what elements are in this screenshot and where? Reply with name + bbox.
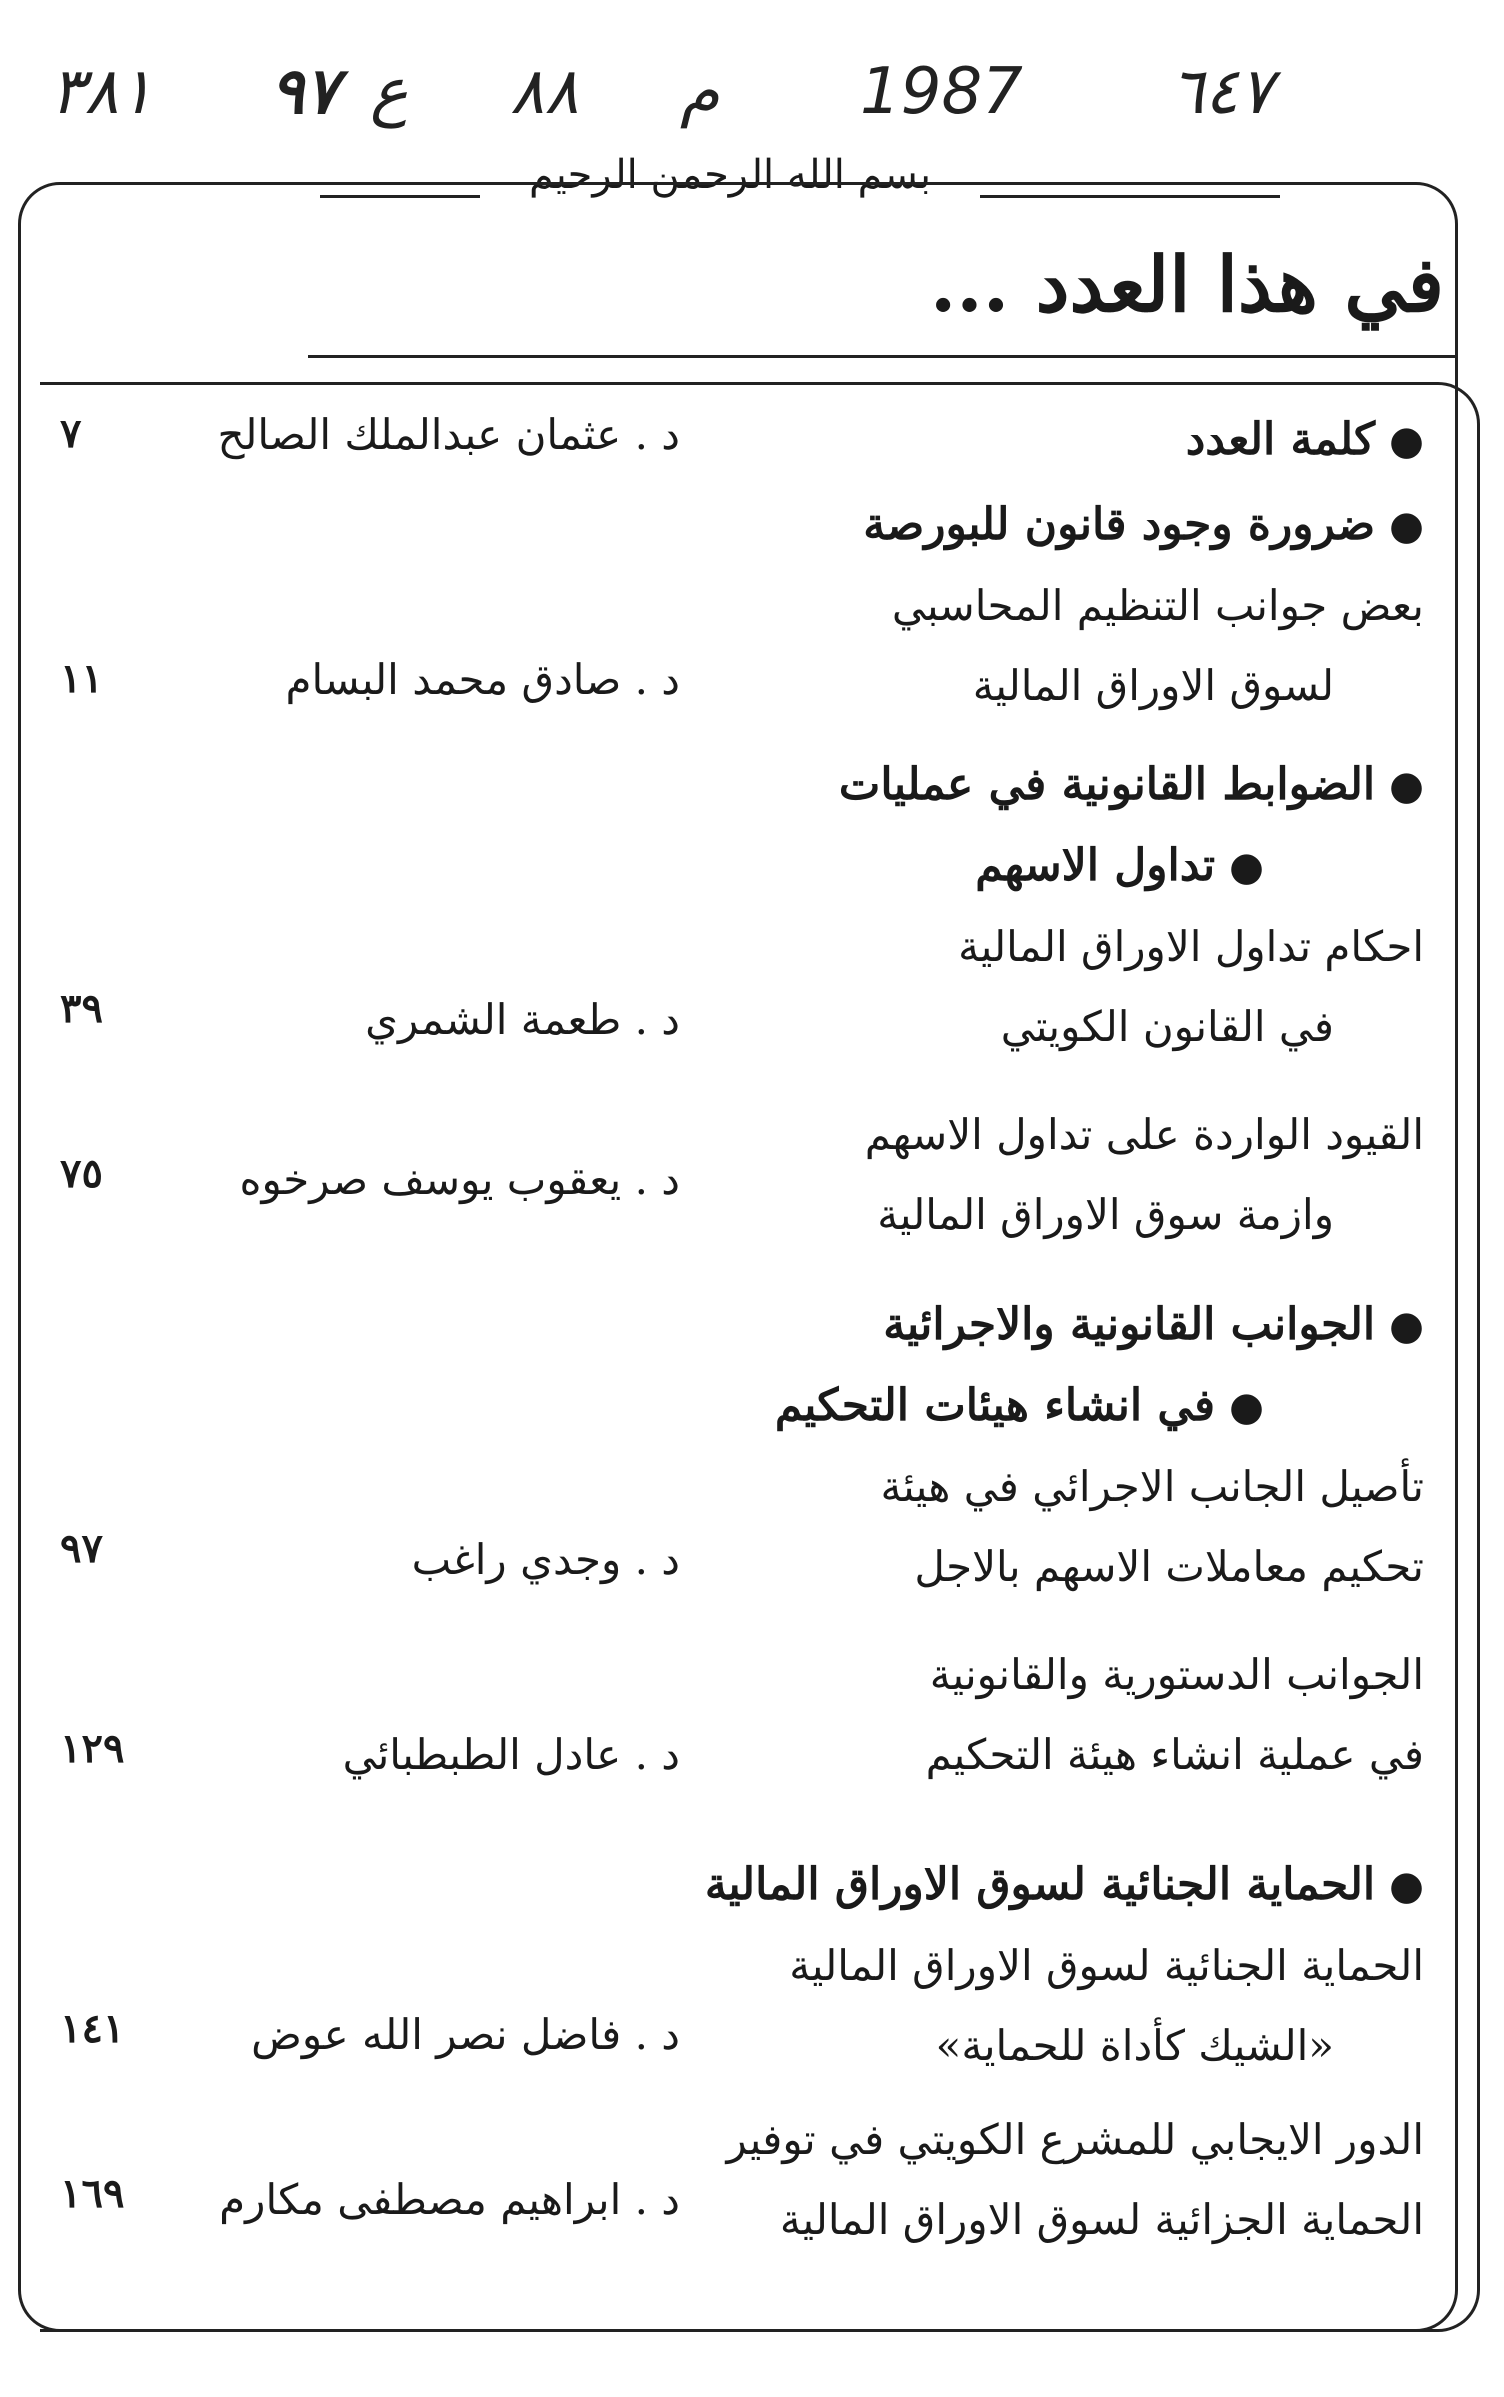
article-title-line: احكام تداول الاوراق المالية: [958, 922, 1424, 971]
section-heading: ● ضرورة وجود قانون للبورصة: [863, 485, 1424, 566]
article-title-line: الحماية الجزائية لسوق الاوراق المالية: [779, 2195, 1424, 2244]
handwritten-mark-7: ٦٤٧: [1170, 55, 1274, 129]
article-title-line: تأصيل الجانب الاجرائي في هيئة: [880, 1462, 1424, 1511]
handwritten-mark-3: ع: [370, 55, 409, 129]
toc-entry-7: [705, 1845, 1424, 2086]
page-number-7: ١٤١: [60, 2005, 125, 2052]
page-number-5: ٩٧: [60, 1525, 103, 1572]
handwritten-mark-5: م: [680, 55, 720, 129]
author-5: د . وجدي راغب: [411, 1535, 680, 1584]
author-7: د . فاضل نصر الله عوض: [251, 2010, 680, 2059]
author-6: د . عادل الطبطبائي: [342, 1730, 680, 1779]
toc-entry-3: [839, 745, 1424, 1067]
toc-entry-2: [863, 485, 1424, 726]
handwritten-mark-1: ٣٨١: [50, 55, 154, 129]
bismillah: بسم الله الرحمن الرحيم: [528, 152, 932, 198]
page-number-2: ١١: [60, 655, 103, 702]
page-number-6: ١٢٩: [60, 1725, 125, 1772]
toc-entry-8: [726, 2100, 1424, 2260]
section-heading-cont-text: في انشاء هيئات التحكيم: [774, 1380, 1216, 1431]
toc-entry-1: [1186, 400, 1424, 481]
article-title-line: بعض جوانب التنظيم المحاسبي: [891, 581, 1424, 630]
author-3: د . طعمة الشمري: [365, 995, 680, 1044]
author-8: د . ابراهيم مصطفى مكارم: [219, 2175, 680, 2224]
article-title-line: الجوانب الدستورية والقانونية: [929, 1650, 1424, 1699]
article-title-line: في القانون الكويتي: [1000, 1002, 1334, 1051]
page-number-4: ٧٥: [60, 1150, 103, 1197]
toc-entry-6: [926, 1635, 1424, 1795]
article-title-line: في عملية انشاء هيئة التحكيم: [925, 1730, 1424, 1779]
handwritten-mark-4: ٨٨: [510, 55, 579, 129]
title-rule: [308, 355, 1456, 358]
article-title-line: وازمة سوق الاوراق المالية: [877, 1190, 1334, 1239]
article-title-line: القيود الواردة على تداول الاسهم: [864, 1110, 1424, 1159]
handwritten-mark-6: 1987: [860, 55, 1023, 129]
section-heading: ● الحماية الجنائية لسوق الاوراق المالية: [705, 1845, 1424, 1926]
page-number-3: ٣٩: [60, 985, 103, 1032]
author-1: د . عثمان عبدالملك الصالح: [217, 410, 680, 459]
section-heading-cont: [839, 826, 1424, 907]
section-heading-cont-text: تداول الاسهم: [975, 840, 1216, 891]
toc-entry-5: [775, 1285, 1424, 1607]
section-heading: ● الجوانب القانونية والاجرائية: [775, 1285, 1424, 1366]
page-number-8: ١٦٩: [60, 2170, 125, 2217]
toc-entry-4: [865, 1095, 1424, 1255]
article-title-line: لسوق الاوراق المالية: [972, 661, 1334, 710]
article-title-line: تحكيم معاملات الاسهم بالاجل: [914, 1542, 1424, 1591]
handwritten-mark-2: ٩٧: [270, 55, 339, 129]
section-heading: ● كلمة العدد: [1186, 400, 1424, 481]
author-4: د . يعقوب يوسف صرخوه: [239, 1155, 680, 1204]
section-heading-cont: [775, 1366, 1424, 1447]
page-number-1: ٧: [60, 410, 82, 457]
author-2: د . صادق محمد البسام: [285, 655, 680, 704]
article-title-line: الدور الايجابي للمشرع الكويتي في توفير: [726, 2115, 1424, 2164]
issue-title: في هذا العدد ...: [929, 240, 1444, 329]
article-title-line: «الشيك كأداة للحماية»: [935, 2021, 1334, 2070]
section-heading: ● الضوابط القانونية في عمليات: [839, 745, 1424, 826]
article-title-line: الحماية الجنائية لسوق الاوراق المالية: [789, 1941, 1424, 1990]
